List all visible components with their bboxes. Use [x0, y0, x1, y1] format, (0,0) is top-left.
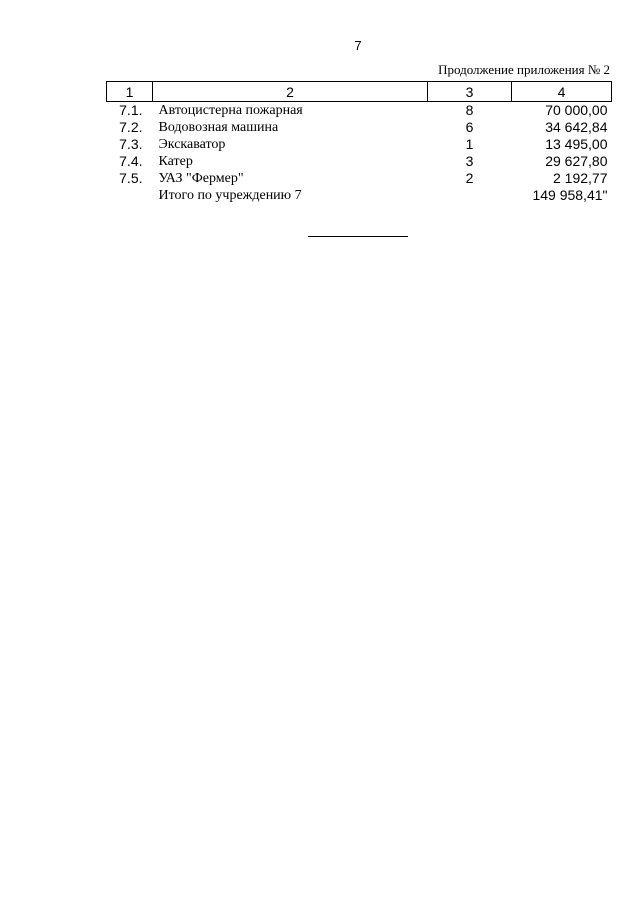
item-amount: 70 000,00: [545, 102, 608, 118]
row-number: 7.3.: [119, 136, 143, 152]
total-number: [107, 187, 153, 204]
row-number: 7.1.: [119, 102, 143, 118]
item-quantity: 2: [465, 170, 474, 186]
continuation-label: Продолжение приложения № 2: [438, 62, 610, 77]
item-name: Автоцистерна пожарная: [158, 103, 303, 118]
total-amount: 149 958,41": [532, 187, 608, 203]
item-quantity: 3: [465, 153, 474, 169]
table-row: [107, 119, 612, 136]
column-header-2: 2: [153, 82, 428, 102]
table-row: [107, 170, 612, 187]
item-quantity: 1: [465, 136, 474, 152]
row-number: 7.5.: [119, 170, 143, 186]
table-row: [107, 136, 612, 153]
row-number: 7.4.: [119, 153, 143, 169]
item-amount: 34 642,84: [545, 119, 608, 135]
item-quantity: 6: [465, 119, 474, 135]
item-name: Экскаватор: [158, 137, 226, 152]
column-header-3: 3: [428, 82, 512, 102]
page-number: 7: [354, 38, 362, 53]
table-total-row: [107, 187, 612, 204]
item-quantity: 8: [465, 102, 474, 118]
table-header-row: [107, 82, 612, 102]
item-amount: 2 192,77: [553, 170, 608, 186]
item-amount: 13 495,00: [545, 136, 608, 152]
table-row: [107, 153, 612, 170]
total-quantity: [428, 187, 512, 204]
total-label: Итого по учреждению 7: [158, 188, 302, 203]
item-name: Водовозная машина: [158, 120, 279, 135]
item-name: УАЗ "Фермер": [158, 171, 244, 186]
column-header-1: 1: [107, 82, 153, 102]
item-amount: 29 627,80: [545, 153, 608, 169]
table-row: [107, 102, 612, 120]
item-name: Катер: [158, 154, 193, 169]
allocation-table: [106, 81, 612, 204]
column-header-4: 4: [512, 82, 612, 102]
row-number: 7.2.: [119, 119, 143, 135]
document-end-rule: [308, 236, 408, 237]
